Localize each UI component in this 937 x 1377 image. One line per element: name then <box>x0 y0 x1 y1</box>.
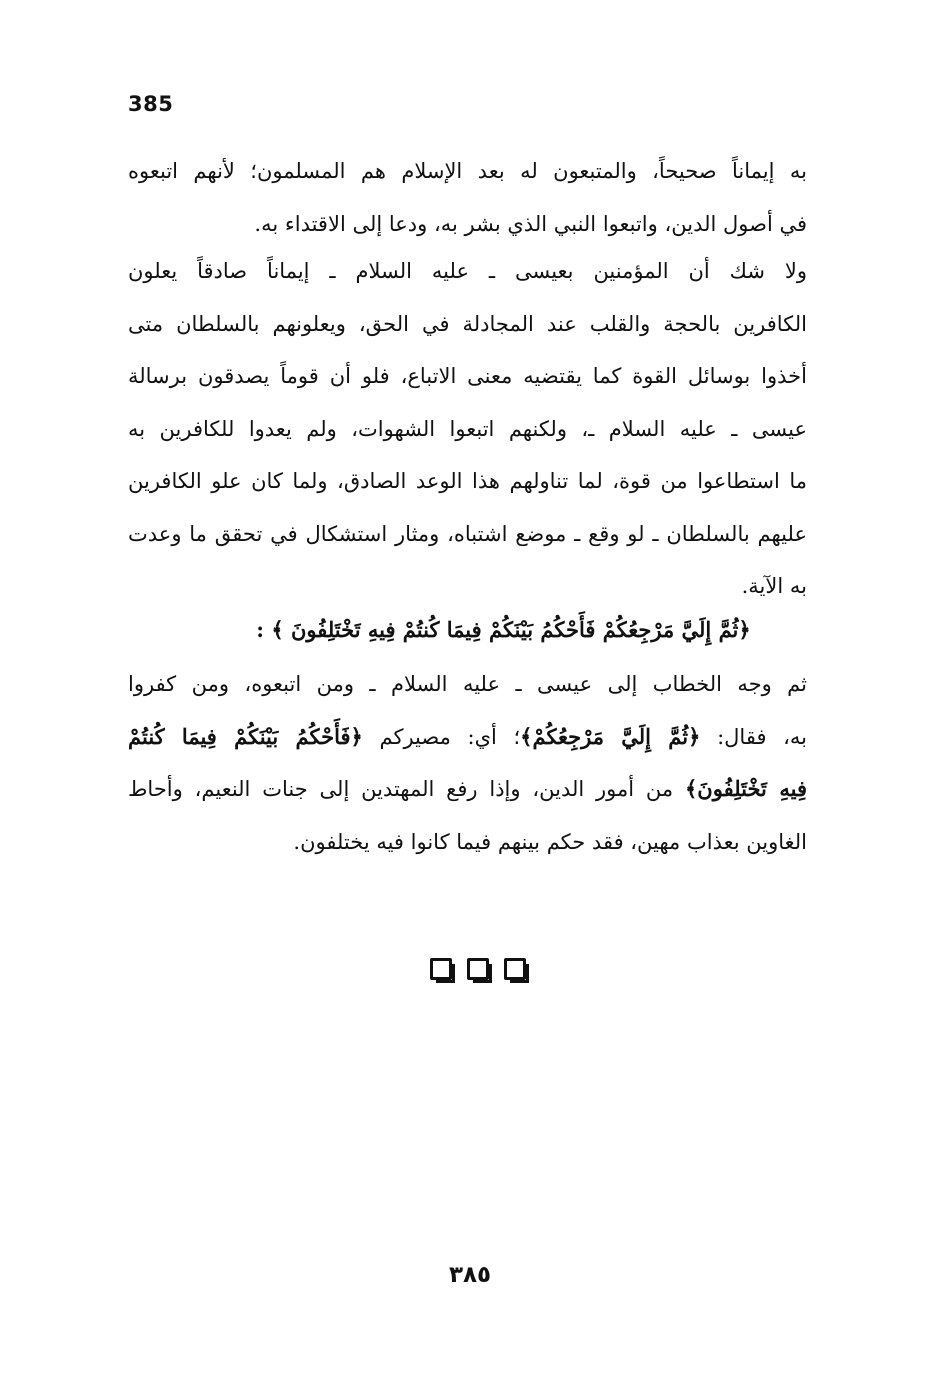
text-line: به إيماناً صحيحاً، والمتبعون له بعد الإسلام هم المسلمون؛ لأنهم اتبعوه <box>128 159 807 183</box>
text-line: عليهم بالسلطان ـ لو وقع ـ موضع اشتباه، ومثار استشكال في تحقق ما وعدت <box>128 521 807 546</box>
text-segment: به، فقال: <box>700 724 807 749</box>
section-separator <box>430 958 526 980</box>
quran-verse: ﴿ثُمَّ إِلَيَّ مَرْجِعُكُمْ فَأَحْكُمُ بَيْنَكُمْ فِيمَا كُنتُمْ فِيهِ تَخْتَلِفُونَ ﴾ : <box>256 617 751 642</box>
text-line: الغاوين بعذاب مهين، فقد حكم بينهم فيما كانوا فيه يختلفون. <box>293 829 807 854</box>
page-number-bottom: ٣٨٥ <box>448 1262 492 1288</box>
quran-quote: فِيهِ تَخْتَلِفُونَ﴾ <box>685 776 807 801</box>
text-line <box>128 763 807 816</box>
quran-quote: ﴿فَأَحْكُمُ بَيْنَكُمْ فِيمَا كُنتُمْ <box>128 723 363 749</box>
quran-quote: ﴿ثُمَّ إِلَيَّ مَرْجِعُكُمْ﴾ <box>520 723 701 749</box>
text-line: أخذوا بوسائل القوة كما يقتضيه معنى الاتباع، فلو أن قوماً يصدقون برسالة <box>128 364 807 388</box>
separator-square-icon <box>430 958 452 980</box>
separator-square-icon <box>504 958 526 980</box>
page-number-top: 385 <box>128 92 174 116</box>
text-line: الكافرين بالحجة والقلب عند المجادلة في الحق، ويعلونهم بالسلطان متى <box>128 311 807 336</box>
text-line: ثم وجه الخطاب إلى عيسى ـ عليه السلام ـ ومن اتبعوه، ومن كفروا <box>128 672 807 696</box>
separator-square-icon <box>467 958 489 980</box>
paragraph-3 <box>128 658 807 868</box>
text-line <box>128 711 807 764</box>
text-segment: ؛ أي: مصيركم <box>362 724 521 749</box>
text-line: عيسى ـ عليه السلام ـ، ولكنهم اتبعوا الشهوات، ولم يعدوا للكافرين به <box>128 416 807 441</box>
text-line: في أصول الدين، واتبعوا النبي الذي بشر به، ودعا إلى الاقتداء به. <box>254 211 807 236</box>
paragraph-1 <box>128 145 807 250</box>
paragraph-2 <box>128 245 807 613</box>
text-line: ما استطاعوا من قوة، لما تناولهم هذا الوعد الصادق، ولما كان علو الكافرين <box>128 469 807 493</box>
text-line: به الآية. <box>741 574 807 598</box>
text-segment: من أمور الدين، وإذا رفع المهتدين إلى جنات النعيم، وأحاط <box>128 777 685 801</box>
text-line: ولا شك أن المؤمنين بعيسى ـ عليه السلام ـ إيماناً صادقاً يعلون <box>128 259 807 283</box>
